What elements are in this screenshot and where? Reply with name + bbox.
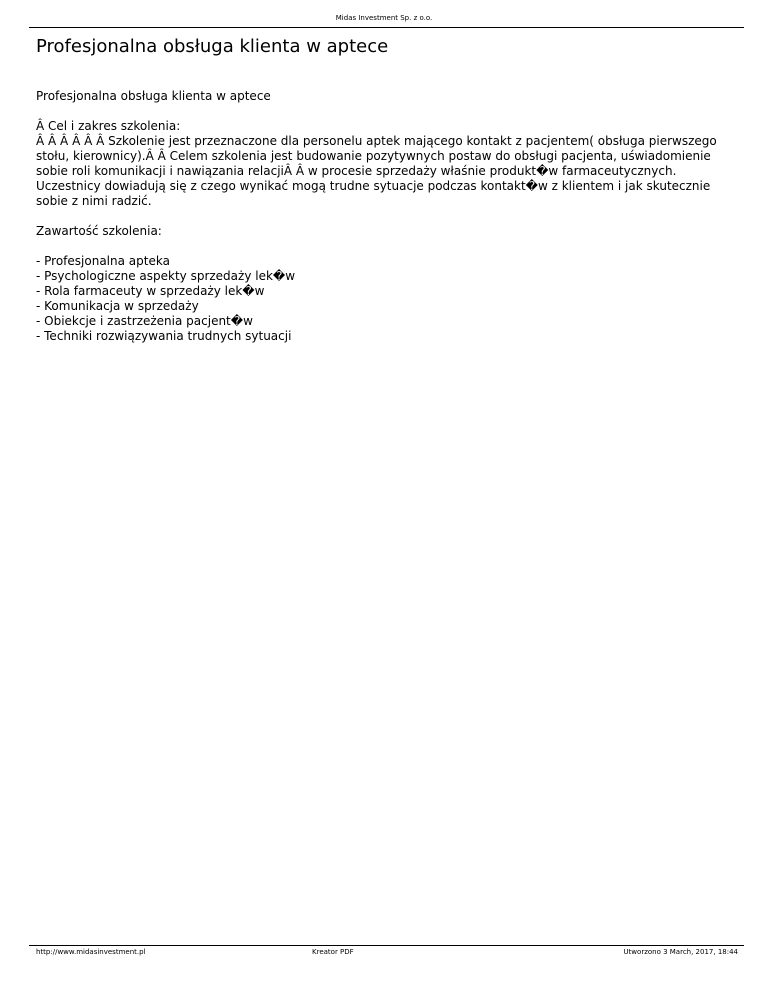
goal-description: Â Â Â Â Â Â Szkolenie jest przeznaczone dla personelu aptek mającego kontakt z pacjentem( obsługa pierwszego stołu, kierownicy).Â Â Celem szkolenia jest budowanie pozytywnych postaw do obsługi pacjenta, uświadomienie sobie roli komunikacji i nawiązania relacjiÂ Â w procesie sprzedaży właśnie produkt�w farmaceutycznych. Uczestnicy dowiadują się z czego wynikać mogą trudne sytuacje podczas kontakt�w z klientem i jak skutecznie sobie z nimi radzić. (36, 134, 717, 208)
document-body (36, 89, 736, 344)
list-item: - Rola farmaceuty w sprzedaży lek�w (36, 284, 265, 298)
list-item: - Obiekcje i zastrzeżenia pacjent�w (36, 314, 253, 328)
document-subtitle: Profesjonalna obsługa klienta w aptece (36, 89, 271, 103)
contents-section-label: Zawartość szkolenia: (36, 224, 162, 238)
list-item: - Profesjonalna apteka (36, 254, 170, 268)
list-item: - Komunikacja w sprzedaży (36, 299, 199, 313)
footer-created-date: Utworzono 3 March, 2017, 18:44 (623, 948, 738, 956)
contents-list (36, 254, 736, 344)
header-divider (29, 27, 744, 28)
footer-divider (29, 945, 744, 946)
list-item: - Techniki rozwiązywania trudnych sytuacji (36, 329, 292, 343)
footer-url: http://www.midasinvestment.pl (36, 948, 146, 956)
page-title: Profesjonalna obsługa klienta w aptece (36, 36, 389, 57)
footer-generator: Kreator PDF (312, 948, 354, 956)
list-item: - Psychologiczne aspekty sprzedaży lek�w (36, 269, 296, 283)
page-header-company: Midas Investment Sp. z o.o. (335, 14, 433, 22)
goal-section-label: Â Cel i zakres szkolenia: (36, 119, 181, 133)
